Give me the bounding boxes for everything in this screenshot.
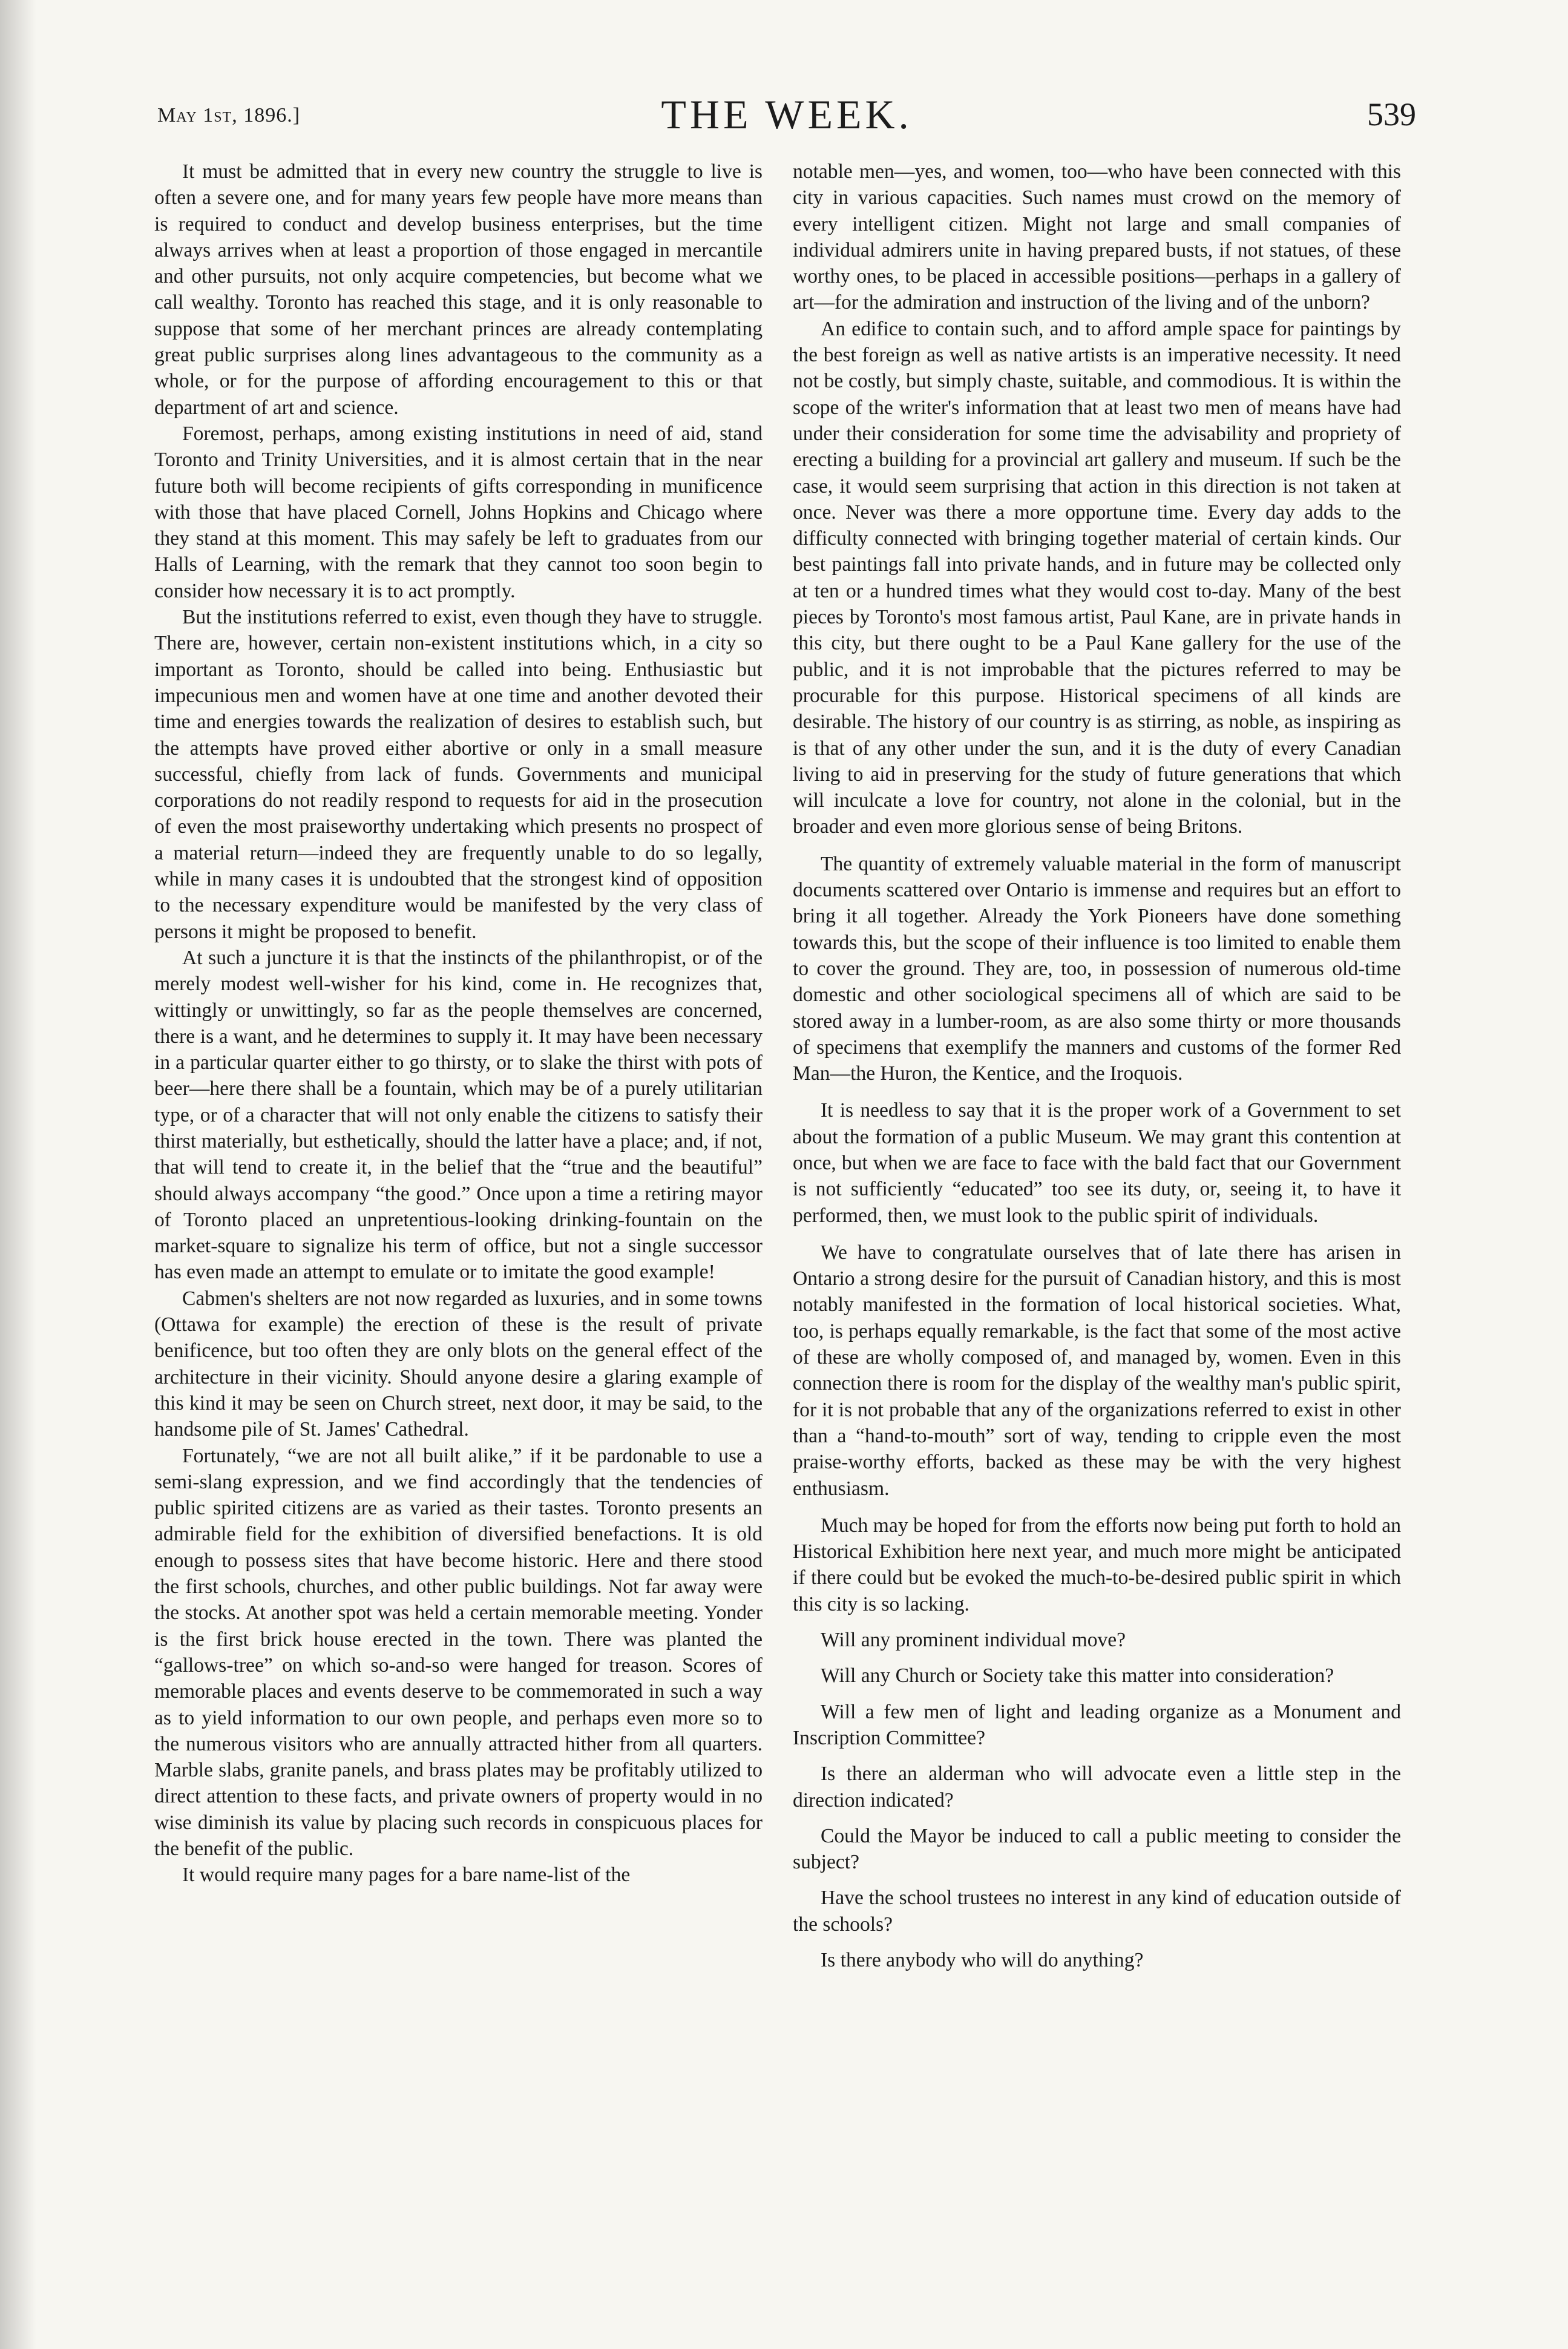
question-line: Is there anybody who will do anything? bbox=[821, 1949, 1144, 1971]
page-header bbox=[157, 91, 1416, 145]
issue-date: May 1st, 1896.] bbox=[157, 104, 301, 126]
left-column bbox=[154, 159, 763, 1888]
paragraph: We have to congratulate ourselves that of late there has arisen in Ontario a strong desire for the pursuit of Canadian history, and this is most notably manifested in the formation of local historical societies. What, too, is perhaps equally remarkable, is the fact that some of the most active of these are wholly composed of, and managed by, women. Even in this connection there is room for the display of the wealthy man's public spirit, for it is not probable that any of the organizations referred to exist in other than a “hand-to-mouth” sort of way, tending to cripple even the most praise-worthy efforts, backed as these may be with the very highest enthusiasm. bbox=[793, 1241, 1401, 1500]
question-line: Will any Church or Society take this matter into consideration? bbox=[821, 1664, 1334, 1687]
paragraph: Much may be hoped for from the efforts now being put forth to hold an Historical Exhibition here next year, and much more might be anticipated if there could but be evoked the much-to-be-desired public spirit in which this city is so lacking. bbox=[793, 1514, 1401, 1615]
paragraph: At such a juncture it is that the instincts of the philanthropist, or of the merely modest well-wisher for his kind, come in. He recognizes that, wittingly or unwittingly, so far as the people themselves are concerned, there is a want, and he determines to supply it. It may have been necessary in a particular quarter either to go thirsty, or to slake the thirst with pots of beer—here there shall be a fountain, which may be of a purely utilitarian type, or of a character that will not only enable the citizens to satisfy their thirst materially, but esthetically, should the latter have a place; and, if not, that will tend to create it, in the belief that the “true and the beautiful” should always accompany “the good.” Once upon a time a retiring mayor of Toronto placed an unpretentious-looking drinking-fountain on the market-square to signalize his term of office, but not a single successor has even made an attempt to emulate or to imitate the good example! bbox=[154, 946, 763, 1284]
paragraph: The quantity of extremely valuable material in the form of manuscript documents scattered over Ontario is immense and requires but an effort to bring it all together. Already the York Pioneers have done something towards this, but the scope of their influence is too limited to enable them to cover the ground. They are, too, in possession of numerous old-time domestic and other sociological specimens all of which are said to be stored away in a lumber-room, as are also some thirty or more thousands of specimens that exemplify the manners and customs of the former Red Man—the Huron, the Kentice, and the Iroquois. bbox=[793, 852, 1401, 1085]
paragraph: notable men—yes, and women, too—who have been connected with this city in various capacities. Such names must crowd on the memory of every intelligent citizen. Might not large and small companies of individual admirers unite in having prepared busts, if not statues, of these worthy ones, to be placed in accessible positions—perhaps in a gallery of art—for the admiration and instruction of the living and of the unborn? bbox=[793, 160, 1401, 314]
question-line: Is there an alderman who will advocate even a little step in the direction indicated? bbox=[793, 1763, 1401, 1812]
paragraph: It must be admitted that in every new country the struggle to live is often a severe one, and for many years few people have more means than is required to conduct and develop business enterprises, but the time always arrives when at least a proportion of those engaged in mercantile and other pursuits, not only acquire competencies, but become what we call wealthy. Toronto has reached this stage, and it is only reasonable to suppose that some of her merchant princes are already contemplating great public surprises along lines advantageous to the community as a whole, or for the purpose of affording encouragement to this or that department of art and science. bbox=[154, 160, 763, 419]
paragraph: Foremost, perhaps, among existing institutions in need of aid, stand Toronto and Trinity Universities, and it is almost certain that in the near future both will become recipients of gifts corresponding in munificence with those that have placed Cornell, Johns Hopkins and Chicago where they stand at this moment. This may safely be left to graduates from our Halls of Learning, with the remark that they cannot too soon begin to consider how necessary it is to act promptly. bbox=[154, 422, 763, 602]
question-line: Will any prominent individual move? bbox=[821, 1629, 1126, 1652]
right-column bbox=[793, 159, 1401, 1973]
publication-title: THE WEEK. bbox=[661, 91, 913, 137]
question-line: Could the Mayor be induced to call a public meeting to consider the subject? bbox=[793, 1824, 1401, 1874]
paragraph: Fortunately, “we are not all built alike,” if it be pardonable to use a semi-slang expression, and we find accordingly that the tendencies of public spirited citizens are as varied as their tastes. Toronto presents an admirable field for the exhibition of diversified benefactions. It is old enough to possess sites that have become historic. Here and there stood the first schools, churches, and other public buildings. Not far away were the stocks. At another spot was held a certain memorable meeting. Yonder is the first brick house erected in the town. There was planted the “gallows-tree” on which so-and-so were hanged for treason. Scores of memorable places and events deserve to be commemorated in such a way as to yield information to our own people, and perhaps even more so to the numerous visitors who are annually attracted hither from all quarters. Marble slabs, granite panels, and brass plates may be profitably utilized to direct attention to these facts, and private owners of property would in no wise diminish its value by placing such records in conspicuous places for the benefit of the public. bbox=[154, 1444, 763, 1860]
paragraph: Cabmen's shelters are not now regarded as luxuries, and in some towns (Ottawa for example) the erection of these is the result of private benificence, but too often they are only blots on the general effect of the architecture in their vicinity. Should anyone desire a glaring example of this kind it may be seen on Church street, next door, it may be said, to the handsome pile of St. James' Cathedral. bbox=[154, 1287, 763, 1441]
question-line: Will a few men of light and leading organize as a Monument and Inscription Committee? bbox=[793, 1700, 1401, 1749]
paragraph: It is needless to say that it is the proper work of a Government to set about the formation of a public Museum. We may grant this contention at once, but when we are face to face with the bald fact that our Government is not sufficiently “educated” too see its duty, or, seeing it, to have it performed, then, we must look to the public spirit of individuals. bbox=[793, 1099, 1401, 1227]
page-edge-shadow bbox=[0, 0, 36, 2349]
page-number: 539 bbox=[1367, 96, 1416, 133]
question-line: Have the school trustees no interest in any kind of education outside of the schools? bbox=[793, 1887, 1401, 1936]
paragraph: An edifice to contain such, and to afford ample space for paintings by the best foreign as well as native artists is an imperative necessity. It need not be costly, but simply chaste, suitable, and commodious. It is within the scope of the writer's information that at least two men of means have had under their consideration for some time the advisability and propriety of erecting a building for a provincial art gallery and museum. If such be the case, it would seem surprising that action in this direction is not taken at once. Never was there a more opportune time. Every day adds to the difficulty connected with bringing together material of certain kinds. Our best paintings fall into private hands, and in future may be collected only at ten or a hundred times what they would cost to-day. Many of the best pieces by Toronto's most famous artist, Paul Kane, are in private hands in this city, but there ought to be a Paul Kane gallery for the use of the public, and it is not improbable that the pictures referred to may be procurable for this purpose. Historical specimens of all kinds are desirable. The history of our country is as stirring, as noble, as inspiring as is that of any other under the sun, and it is the duty of every Canadian living to aid in preserving for the study of future generations that which will inculcate a love for country, not alone in the colonial, but in the broader and even more glorious sense of being Britons. bbox=[793, 317, 1401, 838]
paragraph: But the institutions referred to exist, even though they have to struggle. There are, however, certain non-existent institutions which, in a city so important as Toronto, should be called into being. Enthusiastic but impecunious men and women have at one time and another devoted their time and energies towards the realization of desires to establish such, but the attempts have proved either abortive or only in a small measure successful, chiefly from lack of funds. Governments and municipal corporations do not readily respond to requests for aid in the prosecution of even the most praiseworthy undertaking which presents no prospect of a material return—indeed they are frequently unable to do so legally, while in many cases it is undoubted that the strongest kind of opposition to the necessary expenditure would be manifested by the very class of persons it might be proposed to benefit. bbox=[154, 606, 763, 943]
paragraph: It would require many pages for a bare name-list of the bbox=[182, 1864, 631, 1887]
